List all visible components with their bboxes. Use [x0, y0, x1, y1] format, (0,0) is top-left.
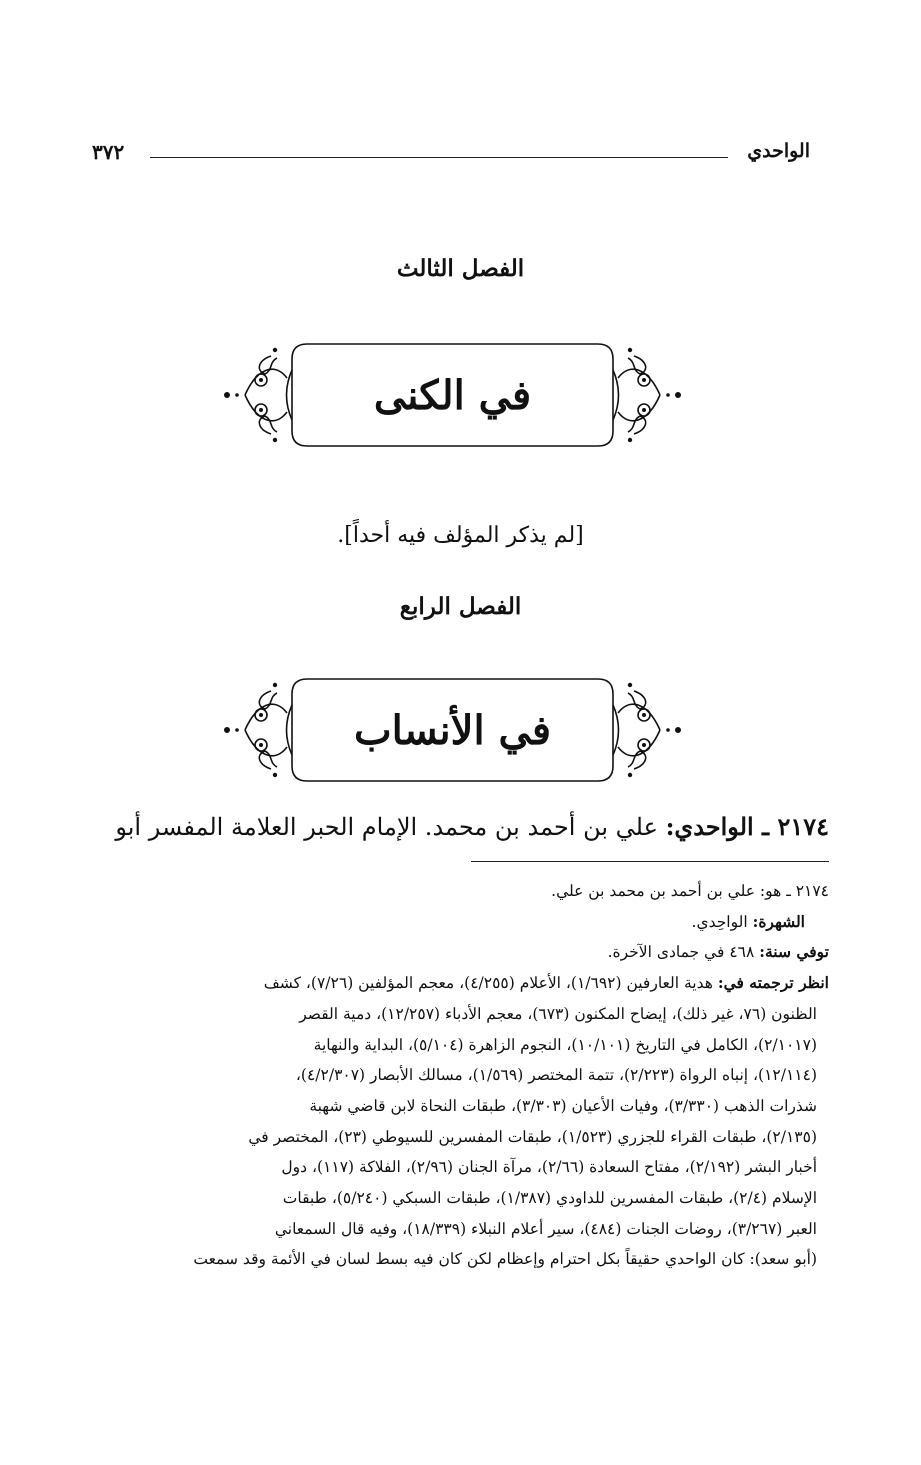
footnote-line: الإسلام (٢/٤)، طبقات المفسرين للداودي (١/٣٨٧)، طبقات السبكي (٥/٢٤٠)، طبقات: [282, 1189, 817, 1208]
footnote-line: [111, 968, 829, 999]
footnote-label: انظر ترجمته في:: [717, 973, 829, 993]
chapter3-heading: الفصل الثالث: [396, 255, 525, 282]
entry-number-name: ٢١٧٤ ـ الواحدي:: [665, 812, 829, 841]
footnote-line: أخبار البشر (٢/١٩٢)، مفتاح السعادة (٢/٦٦)، مرآة الجنان (٢/٩٦)، الفلاكة (١١٧)، دول: [281, 1158, 817, 1177]
footnote-line: شذرات الذهب (٣/٣٣٠)، وفيات الأعيان (٣/٣٠٣)، طبقات النحاة لابن قاضي شهبة: [309, 1096, 817, 1115]
chapter4-title-frame: [215, 675, 690, 785]
header-rule: [150, 157, 728, 158]
footnote-value: هدية العارفين (١/٦٩٢)، الأعلام (٤/٢٥٥)، معجم المؤلفين (٧/٢٦)، كشف: [263, 974, 713, 993]
footnote-value: ٤٦٨ في جمادى الآخرة.: [607, 943, 755, 962]
chapter4-heading: الفصل الرابع: [399, 593, 522, 620]
entry-2174: [89, 812, 829, 841]
entry-text: علي بن أحمد بن محمد. الإمام الحبر العلامة المفسر أبو: [115, 813, 658, 841]
footnote-separator: [471, 861, 829, 862]
footnote-label: توفي سنة:: [759, 942, 829, 962]
chapter3-note: [لم يذكر المؤلف فيه أحداً].: [337, 523, 584, 548]
chapter4-frame-title: في الأنساب: [354, 706, 551, 754]
footnote-line: الظنون (٧٦، غير ذلك)، إيضاح المكنون (٦٧٣)، معجم الأدباء (١٢/٢٥٧)، دمية القصر: [299, 1004, 817, 1023]
footnote-line: (أبو سعد): كان الواحدي حقيقاً بكل احترام وإعظام لكن كان فيه بسط لسان في الأئمة وقد سمعت: [193, 1250, 817, 1269]
running-header: [92, 140, 810, 174]
footnote-line: (١٢/١١٤)، إنباه الرواة (٢/٢٢٣)، تتمة المختصر (١/٥٦٩)، مسالك الأبصار (٤/٢/٣٠٧)،: [295, 1066, 817, 1085]
footnote-line: [111, 937, 829, 968]
chapter3-title-frame: [215, 340, 690, 450]
footnote-line: (٢/١٠١٧)، الكامل في التاريخ (١٠/١٠١)، النجوم الزاهرة (٥/١٠٤)، البداية والنهاية: [313, 1035, 817, 1054]
chapter3-frame-title: في الكنى: [373, 371, 532, 419]
footnotes: [111, 876, 829, 1275]
footnote-line: العبر (٣/٢٦٧)، روضات الجنات (٤٨٤)، سير أعلام النبلاء (١٨/٣٣٩)، وفيه قال السمعاني: [274, 1219, 817, 1238]
footnote-value: الواحِدي.: [691, 912, 748, 931]
footnote-label: الشهرة:: [752, 911, 805, 931]
footnote-line: (٢/١٣٥)، طبقات القراء للجزري (١/٥٢٣)، طبقات المفسرين للسيوطي (٢٣)، المختصر في: [248, 1127, 817, 1146]
header-title: الواحدي: [747, 140, 810, 162]
footnote-line: ٢١٧٤ ـ هو: علي بن أحمد بن محمد بن علي.: [551, 882, 829, 900]
page-number: ٣٧٢: [92, 140, 125, 164]
footnote-line: [111, 907, 829, 938]
